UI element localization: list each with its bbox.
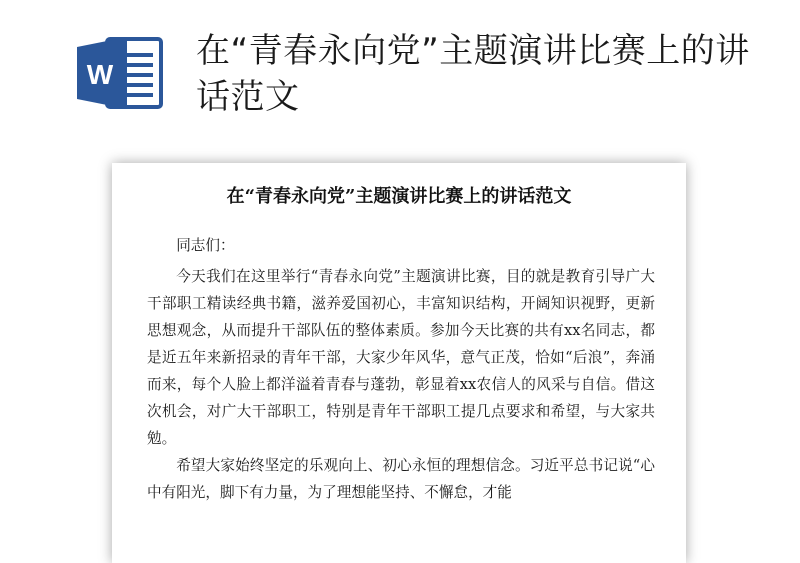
document-title: 在“青春永向党”主题演讲比赛上的讲话范文 (226, 186, 572, 207)
document-paragraph: 希望大家始终坚定的乐观向上、初心永恒的理想信念。习近平总书记说“心中有阳光，脚下有力量，为了理想能坚持、不懈怠，才能 (147, 457, 655, 501)
document-paragraph: 今天我们在这里举行“青春永向党”主题演讲比赛，目的就是教育引导广大干部职工精读经典书籍，滋养爱国初心，丰富知识结构，开阔知识视野，更新思想观念，从而提升干部队伍的整体素质。参加今天比赛的共有xx名同志，都是近五年来新招录的青年干部，大家少年风华，意气正茂，恰如“后浪”，奔涌而来，每个人脸上都洋溢着青春与蓬勃，彰显着xx农信人的风采与自信。借这次机会，对广大干部职工，特别是青年干部职工提几点要求和希望，与大家共勉。 (147, 268, 655, 447)
header-banner (0, 0, 800, 150)
header-title: 在“青春永向党”主题演讲比赛上的讲话范文 (196, 31, 750, 117)
word-icon-letter: W (86, 59, 114, 90)
document-body (147, 232, 655, 506)
word-icon (75, 33, 165, 113)
document-salutation: 同志们： (176, 237, 235, 254)
